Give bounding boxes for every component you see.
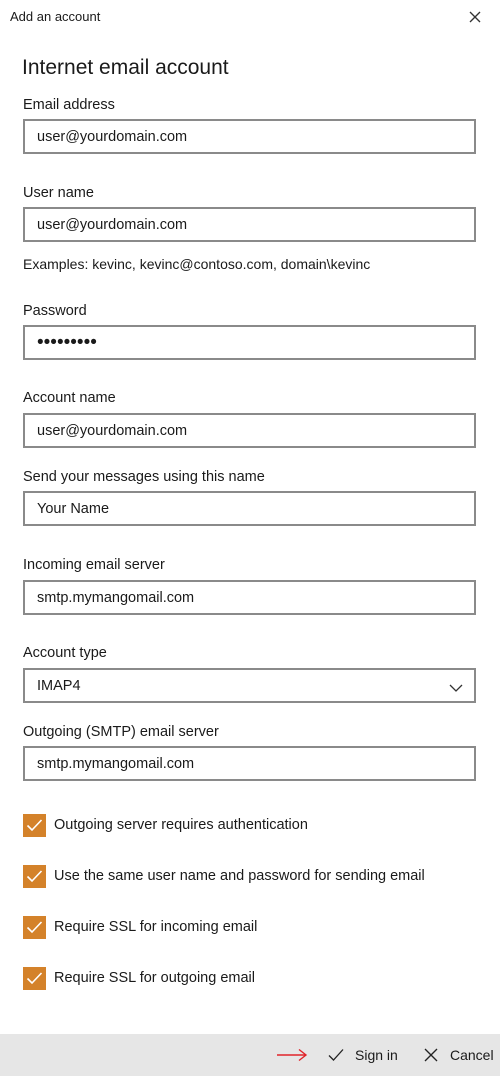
user-name-hint: Examples: kevinc, kevinc@contoso.com, domain\kevinc — [23, 256, 371, 272]
email-address-label: Email address — [23, 97, 115, 113]
arrow-right-icon — [276, 1048, 308, 1062]
checkbox-ssl-outgoing[interactable] — [23, 967, 483, 991]
checkbox-label: Use the same user name and password for sending email — [54, 868, 425, 884]
checkbox-same-credentials[interactable] — [23, 865, 483, 889]
incoming-server-field[interactable] — [23, 580, 476, 615]
checkbox-ssl-incoming[interactable] — [23, 916, 483, 940]
checkbox-label: Require SSL for incoming email — [54, 919, 258, 935]
password-label: Password — [23, 303, 87, 319]
account-name-label: Account name — [23, 390, 116, 406]
display-name-field[interactable] — [23, 491, 476, 526]
page-title: Internet email account — [22, 56, 229, 79]
outgoing-server-field[interactable] — [23, 746, 476, 781]
checkbox-label: Require SSL for outgoing email — [54, 970, 255, 986]
email-address-field[interactable] — [23, 119, 476, 154]
chevron-down-icon — [449, 680, 463, 690]
account-name-field[interactable] — [23, 413, 476, 448]
incoming-server-label: Incoming email server — [23, 557, 165, 573]
footer-bar — [0, 1034, 500, 1076]
password-field[interactable]: ••••••••• — [23, 325, 476, 360]
checkbox-box[interactable] — [23, 967, 46, 990]
check-icon — [26, 818, 43, 833]
cancel-label: Cancel — [450, 1047, 494, 1063]
checkbox-outgoing-auth[interactable] — [23, 814, 483, 838]
outgoing-server-label: Outgoing (SMTP) email server — [23, 724, 219, 740]
checkbox-box[interactable] — [23, 865, 46, 888]
close-icon[interactable] — [466, 8, 484, 26]
user-name-label: User name — [23, 185, 94, 201]
check-icon — [26, 971, 43, 986]
checkbox-label: Outgoing server requires authentication — [54, 817, 308, 833]
checkmark-icon — [328, 1047, 344, 1063]
display-name-label: Send your messages using this name — [23, 469, 265, 485]
cancel-x-icon — [423, 1047, 439, 1063]
checkbox-box[interactable] — [23, 916, 46, 939]
account-type-value: IMAP4 — [37, 678, 81, 694]
title-bar — [0, 0, 500, 34]
checkbox-box[interactable] — [23, 814, 46, 837]
check-icon — [26, 920, 43, 935]
user-name-field[interactable] — [23, 207, 476, 242]
account-type-select[interactable] — [23, 668, 476, 703]
window-title: Add an account — [10, 9, 101, 24]
check-icon — [26, 869, 43, 884]
account-type-label: Account type — [23, 645, 107, 661]
sign-in-label: Sign in — [355, 1047, 398, 1063]
